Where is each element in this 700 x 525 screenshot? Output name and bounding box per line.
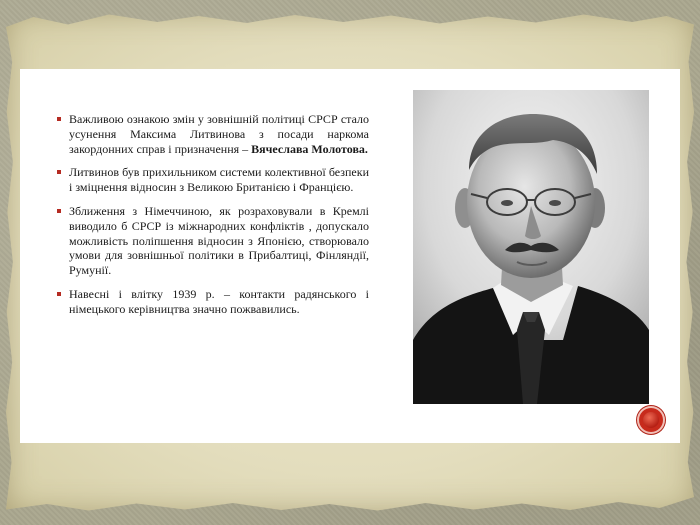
slide-panel (20, 69, 680, 443)
next-slide-button[interactable] (639, 408, 663, 432)
bullet-list (57, 112, 369, 317)
bullet-marker-icon (57, 292, 61, 296)
bullet-item (57, 112, 369, 156)
bullet-marker-icon (57, 117, 61, 121)
bullet-marker-icon (57, 209, 61, 213)
bullet-marker-icon (57, 170, 61, 174)
next-slide-icon (643, 412, 659, 428)
bullet-item (57, 287, 369, 317)
slide-text-column (57, 112, 369, 326)
portrait-illustration (413, 90, 649, 404)
bullet-item (57, 204, 369, 278)
bullet-text: Зближення з Німеччиною, як розраховували в Кремлі виводило б СРСР із міжнародних конфліктів , допускало можливість поліпшення відносин з Японією, створювало умови для зовнішньої політики в Прибалтиці, Фінляндії, Румунії. (69, 203, 369, 278)
bullet-text: Навесні і влітку 1939 р. – контакти радянського і німецького керівництва значно пожвавились. (69, 286, 369, 316)
bullet-text: Литвинов був прихильником системи колективної безпеки і зміцнення відносин з Великою Британією і Францією. (69, 165, 369, 195)
bullet-text: Важливою ознакою змін у зовнішній політиці СРСР стало усунення Максима Литвинова з посади наркома закордонних справ і призначення – (69, 112, 369, 156)
bullet-bold-text: Вячеслава Молотова. (251, 141, 368, 156)
portrait-photo (413, 90, 649, 404)
bullet-item (57, 165, 369, 195)
